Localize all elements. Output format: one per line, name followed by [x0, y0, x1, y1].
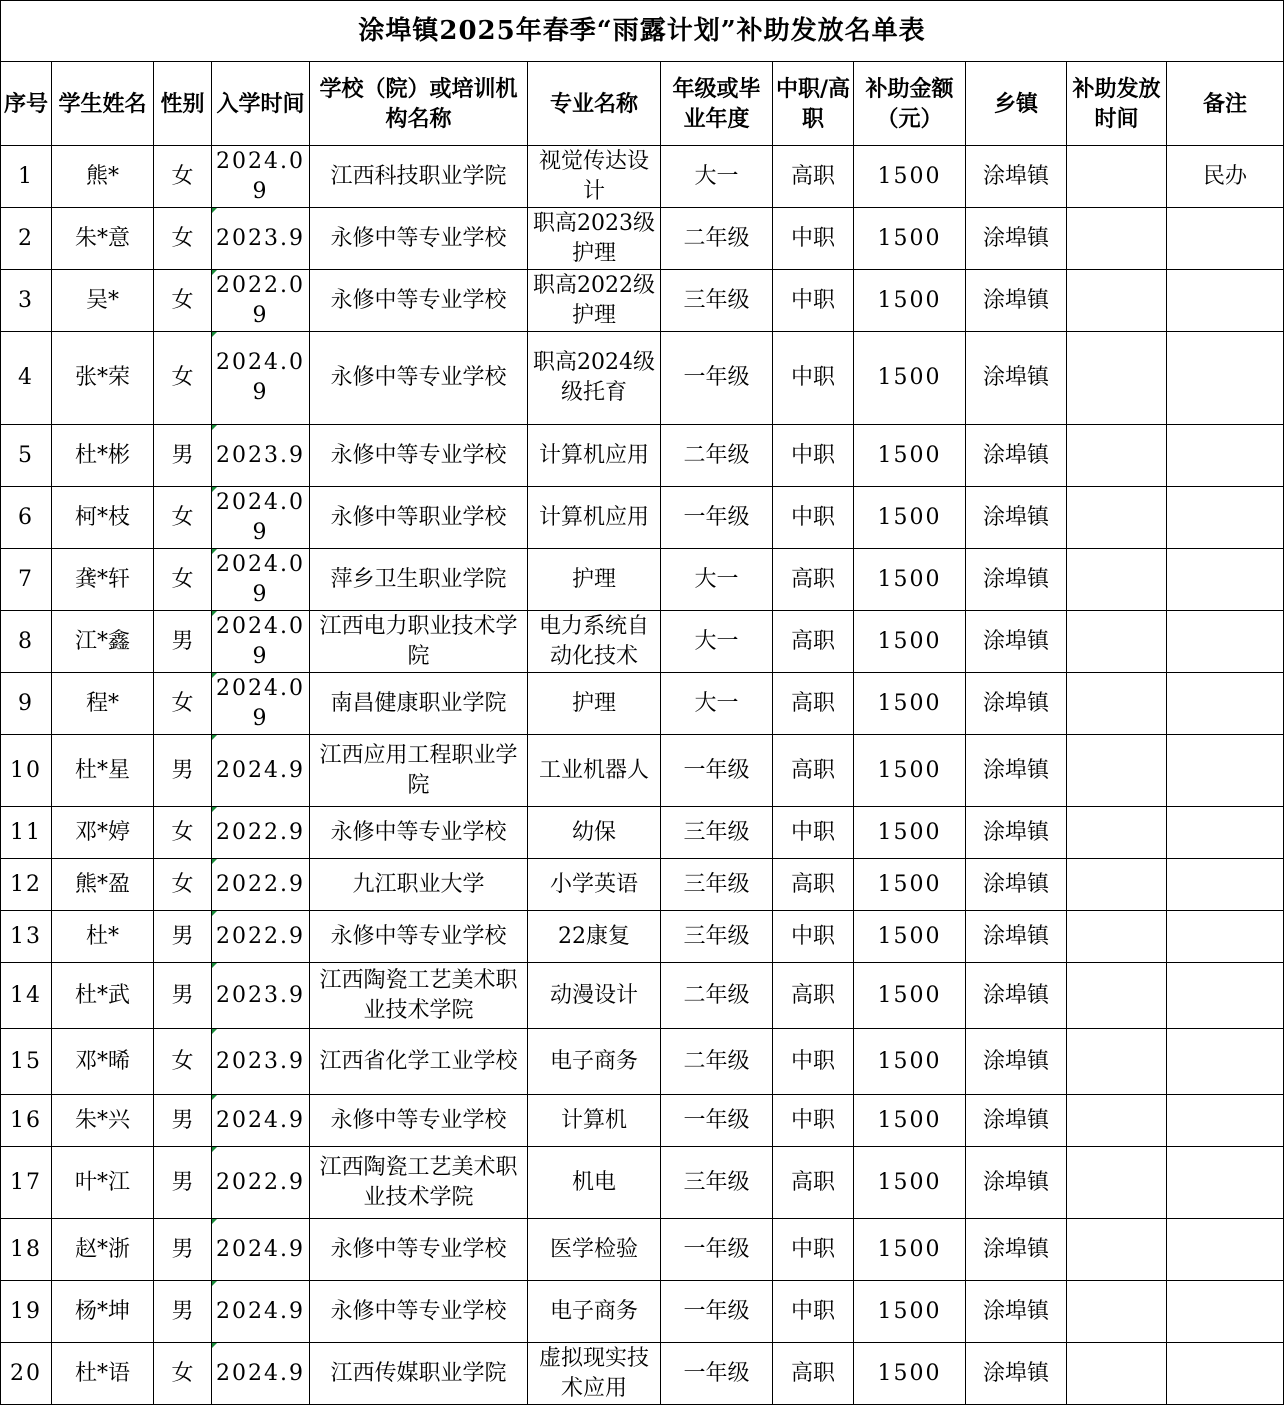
- cell-index: 3: [1, 270, 52, 332]
- cell-gender: 女: [154, 673, 212, 735]
- cell-payout-date: [1067, 807, 1167, 859]
- cell-school: 永修中等专业学校: [310, 425, 528, 487]
- cell-index: 6: [1, 487, 52, 549]
- header-major: 专业名称: [528, 62, 661, 146]
- table-row: [1, 487, 1284, 549]
- cell-amount: 1500: [854, 1147, 966, 1219]
- cell-school: 永修中等职业学校: [310, 487, 528, 549]
- cell-student-name: 杜*: [52, 911, 154, 963]
- cell-level: 中职: [773, 208, 854, 270]
- cell-student-name: 朱*兴: [52, 1095, 154, 1147]
- cell-major: 医学检验: [528, 1219, 661, 1281]
- cell-township: 涂埠镇: [966, 487, 1067, 549]
- cell-index: 14: [1, 963, 52, 1029]
- cell-enroll-date: 2024.9: [212, 1281, 310, 1343]
- cell-gender: 女: [154, 332, 212, 425]
- cell-gender: 女: [154, 487, 212, 549]
- cell-grade: 一年级: [661, 487, 773, 549]
- cell-level: 中职: [773, 911, 854, 963]
- cell-amount: 1500: [854, 332, 966, 425]
- cell-major: 职高2023级护理: [528, 208, 661, 270]
- cell-enroll-date: 2023.9: [212, 1029, 310, 1095]
- cell-major: 护理: [528, 549, 661, 611]
- table-row: [1, 1219, 1284, 1281]
- table-row: [1, 146, 1284, 208]
- table-row: [1, 549, 1284, 611]
- cell-remarks: [1167, 1343, 1284, 1405]
- cell-payout-date: [1067, 1147, 1167, 1219]
- cell-remarks: [1167, 1281, 1284, 1343]
- cell-index: 10: [1, 735, 52, 807]
- cell-index: 4: [1, 332, 52, 425]
- table-row: [1, 807, 1284, 859]
- cell-gender: 女: [154, 1343, 212, 1405]
- cell-gender: 男: [154, 1095, 212, 1147]
- cell-grade: 三年级: [661, 859, 773, 911]
- cell-major: 职高2022级护理: [528, 270, 661, 332]
- cell-student-name: 赵*浙: [52, 1219, 154, 1281]
- cell-remarks: [1167, 673, 1284, 735]
- cell-enroll-date: 2022.09: [212, 270, 310, 332]
- table-row: [1, 1095, 1284, 1147]
- cell-index: 8: [1, 611, 52, 673]
- cell-enroll-date: 2022.9: [212, 911, 310, 963]
- cell-amount: 1500: [854, 673, 966, 735]
- table-row: [1, 332, 1284, 425]
- cell-township: 涂埠镇: [966, 807, 1067, 859]
- table-title: 涂埠镇2025年春季“雨露计划”补助发放名单表: [1, 1, 1284, 62]
- cell-major: 22康复: [528, 911, 661, 963]
- cell-payout-date: [1067, 1095, 1167, 1147]
- header-index: 序号: [1, 62, 52, 146]
- cell-payout-date: [1067, 332, 1167, 425]
- cell-payout-date: [1067, 425, 1167, 487]
- cell-grade: 一年级: [661, 735, 773, 807]
- cell-school: 江西电力职业技术学院: [310, 611, 528, 673]
- cell-index: 9: [1, 673, 52, 735]
- cell-student-name: 杜*星: [52, 735, 154, 807]
- cell-payout-date: [1067, 1281, 1167, 1343]
- cell-enroll-date: 2024.9: [212, 1095, 310, 1147]
- cell-student-name: 龚*轩: [52, 549, 154, 611]
- cell-school: 永修中等专业学校: [310, 1095, 528, 1147]
- header-township: 乡镇: [966, 62, 1067, 146]
- header-grade: 年级或毕业年度: [661, 62, 773, 146]
- header-row: [1, 62, 1284, 146]
- cell-gender: 男: [154, 611, 212, 673]
- cell-index: 5: [1, 425, 52, 487]
- cell-grade: 一年级: [661, 1095, 773, 1147]
- cell-school: 永修中等专业学校: [310, 807, 528, 859]
- cell-remarks: [1167, 1095, 1284, 1147]
- cell-school: 江西传媒职业学院: [310, 1343, 528, 1405]
- cell-amount: 1500: [854, 735, 966, 807]
- cell-major: 计算机: [528, 1095, 661, 1147]
- cell-level: 中职: [773, 270, 854, 332]
- cell-township: 涂埠镇: [966, 425, 1067, 487]
- cell-remarks: [1167, 487, 1284, 549]
- cell-enroll-date: 2024.9: [212, 1219, 310, 1281]
- cell-level: 中职: [773, 807, 854, 859]
- cell-amount: 1500: [854, 549, 966, 611]
- table-row: [1, 735, 1284, 807]
- cell-remarks: [1167, 963, 1284, 1029]
- header-payout-date: 补助发放时间: [1067, 62, 1167, 146]
- cell-amount: 1500: [854, 270, 966, 332]
- cell-level: 高职: [773, 673, 854, 735]
- cell-remarks: 民办: [1167, 146, 1284, 208]
- cell-grade: 大一: [661, 146, 773, 208]
- cell-payout-date: [1067, 611, 1167, 673]
- cell-township: 涂埠镇: [966, 735, 1067, 807]
- cell-gender: 男: [154, 735, 212, 807]
- cell-index: 13: [1, 911, 52, 963]
- cell-grade: 大一: [661, 549, 773, 611]
- cell-school: 永修中等专业学校: [310, 911, 528, 963]
- cell-school: 九江职业大学: [310, 859, 528, 911]
- cell-student-name: 邓*晞: [52, 1029, 154, 1095]
- cell-enroll-date: 2024.09: [212, 673, 310, 735]
- cell-amount: 1500: [854, 963, 966, 1029]
- cell-township: 涂埠镇: [966, 611, 1067, 673]
- cell-school: 江西应用工程职业学院: [310, 735, 528, 807]
- cell-major: 电子商务: [528, 1029, 661, 1095]
- cell-level: 中职: [773, 425, 854, 487]
- cell-major: 虚拟现实技术应用: [528, 1343, 661, 1405]
- cell-amount: 1500: [854, 1095, 966, 1147]
- cell-payout-date: [1067, 270, 1167, 332]
- cell-level: 中职: [773, 487, 854, 549]
- cell-payout-date: [1067, 487, 1167, 549]
- cell-amount: 1500: [854, 807, 966, 859]
- cell-payout-date: [1067, 911, 1167, 963]
- cell-grade: 一年级: [661, 1219, 773, 1281]
- cell-remarks: [1167, 1029, 1284, 1095]
- cell-gender: 女: [154, 146, 212, 208]
- cell-major: 工业机器人: [528, 735, 661, 807]
- cell-enroll-date: 2024.09: [212, 611, 310, 673]
- cell-enroll-date: 2023.9: [212, 208, 310, 270]
- cell-student-name: 江*鑫: [52, 611, 154, 673]
- cell-gender: 男: [154, 1219, 212, 1281]
- cell-township: 涂埠镇: [966, 146, 1067, 208]
- cell-school: 永修中等专业学校: [310, 208, 528, 270]
- cell-township: 涂埠镇: [966, 1147, 1067, 1219]
- header-school: 学校（院）或培训机构名称: [310, 62, 528, 146]
- cell-gender: 女: [154, 1029, 212, 1095]
- cell-amount: 1500: [854, 911, 966, 963]
- table-row: [1, 1343, 1284, 1405]
- cell-payout-date: [1067, 1029, 1167, 1095]
- cell-student-name: 程*: [52, 673, 154, 735]
- cell-township: 涂埠镇: [966, 1029, 1067, 1095]
- cell-amount: 1500: [854, 425, 966, 487]
- cell-level: 高职: [773, 963, 854, 1029]
- cell-index: 19: [1, 1281, 52, 1343]
- header-remarks: 备注: [1167, 62, 1284, 146]
- cell-index: 16: [1, 1095, 52, 1147]
- cell-major: 职高2024级级托育: [528, 332, 661, 425]
- cell-school: 永修中等专业学校: [310, 1281, 528, 1343]
- table-row: [1, 425, 1284, 487]
- cell-major: 计算机应用: [528, 487, 661, 549]
- cell-grade: 三年级: [661, 807, 773, 859]
- cell-index: 2: [1, 208, 52, 270]
- table-row: [1, 270, 1284, 332]
- cell-grade: 一年级: [661, 332, 773, 425]
- cell-major: 护理: [528, 673, 661, 735]
- table-row: [1, 1147, 1284, 1219]
- cell-student-name: 朱*意: [52, 208, 154, 270]
- cell-township: 涂埠镇: [966, 1343, 1067, 1405]
- cell-remarks: [1167, 270, 1284, 332]
- cell-grade: 三年级: [661, 270, 773, 332]
- cell-school: 永修中等专业学校: [310, 1219, 528, 1281]
- cell-enroll-date: 2024.09: [212, 487, 310, 549]
- table-row: [1, 208, 1284, 270]
- cell-remarks: [1167, 208, 1284, 270]
- cell-enroll-date: 2024.9: [212, 1343, 310, 1405]
- cell-gender: 女: [154, 859, 212, 911]
- cell-gender: 男: [154, 911, 212, 963]
- cell-student-name: 叶*江: [52, 1147, 154, 1219]
- header-amount: 补助金额（元）: [854, 62, 966, 146]
- header-gender: 性别: [154, 62, 212, 146]
- cell-school: 江西科技职业学院: [310, 146, 528, 208]
- cell-student-name: 杜*彬: [52, 425, 154, 487]
- cell-amount: 1500: [854, 1219, 966, 1281]
- cell-grade: 二年级: [661, 963, 773, 1029]
- cell-payout-date: [1067, 1219, 1167, 1281]
- header-student-name: 学生姓名: [52, 62, 154, 146]
- cell-enroll-date: 2022.9: [212, 859, 310, 911]
- cell-grade: 三年级: [661, 1147, 773, 1219]
- cell-payout-date: [1067, 549, 1167, 611]
- cell-level: 高职: [773, 1147, 854, 1219]
- cell-school: 萍乡卫生职业学院: [310, 549, 528, 611]
- cell-payout-date: [1067, 963, 1167, 1029]
- cell-level: 高职: [773, 859, 854, 911]
- cell-level: 高职: [773, 549, 854, 611]
- cell-major: 视觉传达设计: [528, 146, 661, 208]
- cell-index: 7: [1, 549, 52, 611]
- table-row: [1, 611, 1284, 673]
- cell-index: 17: [1, 1147, 52, 1219]
- cell-gender: 男: [154, 963, 212, 1029]
- cell-school: 江西省化学工业学校: [310, 1029, 528, 1095]
- cell-index: 20: [1, 1343, 52, 1405]
- cell-grade: 三年级: [661, 911, 773, 963]
- cell-grade: 大一: [661, 673, 773, 735]
- cell-major: 小学英语: [528, 859, 661, 911]
- cell-index: 1: [1, 146, 52, 208]
- cell-gender: 男: [154, 1281, 212, 1343]
- cell-township: 涂埠镇: [966, 549, 1067, 611]
- cell-township: 涂埠镇: [966, 1095, 1067, 1147]
- cell-school: 永修中等专业学校: [310, 332, 528, 425]
- cell-index: 18: [1, 1219, 52, 1281]
- cell-enroll-date: 2024.9: [212, 735, 310, 807]
- title-row: [1, 1, 1284, 62]
- cell-township: 涂埠镇: [966, 332, 1067, 425]
- cell-gender: 女: [154, 807, 212, 859]
- cell-major: 电子商务: [528, 1281, 661, 1343]
- cell-remarks: [1167, 807, 1284, 859]
- cell-amount: 1500: [854, 1281, 966, 1343]
- cell-major: 机电: [528, 1147, 661, 1219]
- cell-remarks: [1167, 911, 1284, 963]
- cell-gender: 男: [154, 1147, 212, 1219]
- cell-school: 江西陶瓷工艺美术职业技术学院: [310, 1147, 528, 1219]
- cell-level: 中职: [773, 332, 854, 425]
- header-enroll-date: 入学时间: [212, 62, 310, 146]
- cell-level: 高职: [773, 146, 854, 208]
- cell-index: 11: [1, 807, 52, 859]
- table-row: [1, 1281, 1284, 1343]
- cell-index: 15: [1, 1029, 52, 1095]
- cell-remarks: [1167, 425, 1284, 487]
- cell-enroll-date: 2023.9: [212, 425, 310, 487]
- cell-level: 高职: [773, 735, 854, 807]
- cell-level: 中职: [773, 1029, 854, 1095]
- cell-school: 永修中等专业学校: [310, 270, 528, 332]
- cell-gender: 男: [154, 425, 212, 487]
- cell-township: 涂埠镇: [966, 1281, 1067, 1343]
- cell-grade: 大一: [661, 611, 773, 673]
- cell-township: 涂埠镇: [966, 963, 1067, 1029]
- cell-payout-date: [1067, 673, 1167, 735]
- cell-amount: 1500: [854, 611, 966, 673]
- header-level: 中职/高职: [773, 62, 854, 146]
- cell-remarks: [1167, 735, 1284, 807]
- table-row: [1, 1029, 1284, 1095]
- cell-enroll-date: 2022.9: [212, 1147, 310, 1219]
- cell-level: 中职: [773, 1219, 854, 1281]
- table-row: [1, 963, 1284, 1029]
- cell-payout-date: [1067, 735, 1167, 807]
- cell-enroll-date: 2023.9: [212, 963, 310, 1029]
- cell-student-name: 杜*武: [52, 963, 154, 1029]
- cell-amount: 1500: [854, 1343, 966, 1405]
- cell-level: 中职: [773, 1095, 854, 1147]
- table-row: [1, 673, 1284, 735]
- cell-township: 涂埠镇: [966, 1219, 1067, 1281]
- cell-payout-date: [1067, 859, 1167, 911]
- table-row: [1, 859, 1284, 911]
- cell-student-name: 柯*枝: [52, 487, 154, 549]
- cell-remarks: [1167, 611, 1284, 673]
- cell-payout-date: [1067, 146, 1167, 208]
- cell-enroll-date: 2024.09: [212, 549, 310, 611]
- cell-student-name: 杨*坤: [52, 1281, 154, 1343]
- cell-township: 涂埠镇: [966, 270, 1067, 332]
- cell-school: 南昌健康职业学院: [310, 673, 528, 735]
- cell-amount: 1500: [854, 859, 966, 911]
- cell-enroll-date: 2024.09: [212, 332, 310, 425]
- cell-enroll-date: 2024.09: [212, 146, 310, 208]
- cell-student-name: 熊*: [52, 146, 154, 208]
- cell-grade: 二年级: [661, 208, 773, 270]
- cell-amount: 1500: [854, 146, 966, 208]
- cell-township: 涂埠镇: [966, 911, 1067, 963]
- cell-student-name: 张*荣: [52, 332, 154, 425]
- cell-student-name: 邓*婷: [52, 807, 154, 859]
- cell-level: 高职: [773, 611, 854, 673]
- cell-remarks: [1167, 549, 1284, 611]
- cell-amount: 1500: [854, 208, 966, 270]
- cell-remarks: [1167, 859, 1284, 911]
- cell-amount: 1500: [854, 487, 966, 549]
- cell-gender: 女: [154, 270, 212, 332]
- cell-index: 12: [1, 859, 52, 911]
- cell-student-name: 杜*语: [52, 1343, 154, 1405]
- cell-student-name: 熊*盈: [52, 859, 154, 911]
- cell-grade: 二年级: [661, 425, 773, 487]
- cell-township: 涂埠镇: [966, 208, 1067, 270]
- cell-level: 高职: [773, 1343, 854, 1405]
- cell-level: 中职: [773, 1281, 854, 1343]
- cell-gender: 女: [154, 208, 212, 270]
- cell-gender: 女: [154, 549, 212, 611]
- cell-major: 动漫设计: [528, 963, 661, 1029]
- cell-payout-date: [1067, 208, 1167, 270]
- cell-township: 涂埠镇: [966, 673, 1067, 735]
- table-row: [1, 911, 1284, 963]
- cell-remarks: [1167, 1219, 1284, 1281]
- cell-grade: 一年级: [661, 1343, 773, 1405]
- cell-school: 江西陶瓷工艺美术职业技术学院: [310, 963, 528, 1029]
- cell-payout-date: [1067, 1343, 1167, 1405]
- cell-enroll-date: 2022.9: [212, 807, 310, 859]
- cell-remarks: [1167, 1147, 1284, 1219]
- cell-remarks: [1167, 332, 1284, 425]
- cell-major: 计算机应用: [528, 425, 661, 487]
- cell-amount: 1500: [854, 1029, 966, 1095]
- cell-major: 电力系统自动化技术: [528, 611, 661, 673]
- cell-major: 幼保: [528, 807, 661, 859]
- cell-grade: 一年级: [661, 1281, 773, 1343]
- cell-township: 涂埠镇: [966, 859, 1067, 911]
- cell-student-name: 吴*: [52, 270, 154, 332]
- cell-grade: 二年级: [661, 1029, 773, 1095]
